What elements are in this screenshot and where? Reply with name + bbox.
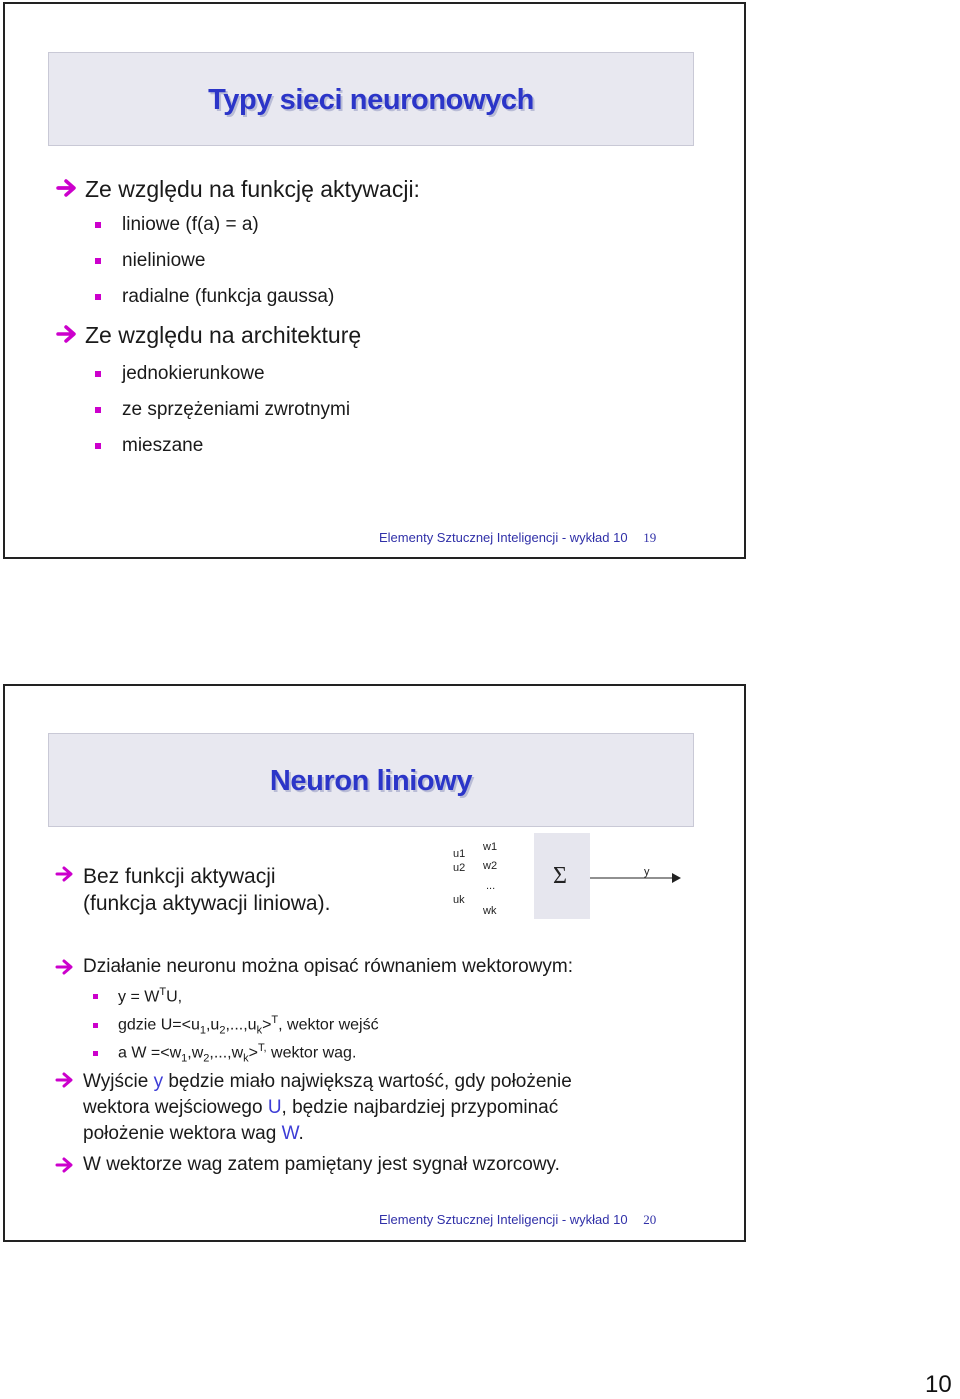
bullet-text: Ze względu na architekturę <box>85 322 362 348</box>
arrow-icon <box>55 1069 83 1091</box>
slide-number: 20 <box>643 1212 657 1227</box>
square-bullet-icon <box>95 222 101 228</box>
arrow-icon <box>55 863 83 885</box>
bullet-pattern <box>55 1154 560 1176</box>
input-label: u1 <box>453 848 466 860</box>
eq-text: > <box>248 1044 259 1062</box>
weight-label: ... <box>486 880 496 892</box>
arrow-icon <box>55 956 83 978</box>
output-label: y <box>644 866 650 878</box>
list-item-text: jednokierunkowe <box>122 363 265 384</box>
list-item <box>95 435 203 457</box>
square-bullet-icon <box>93 1023 98 1028</box>
intro-line-1: Bez funkcji aktywacji <box>83 865 276 888</box>
output-arrow-icon <box>590 868 682 888</box>
bullet-architecture <box>55 322 361 349</box>
square-bullet-icon <box>95 294 101 300</box>
arrow-icon <box>55 1154 83 1176</box>
list-item-text: nieliniowe <box>122 250 206 271</box>
slide-20 <box>3 684 746 1242</box>
page-number: 10 <box>925 1371 952 1398</box>
output-line-2: wektora wejściowego U, będzie najbardziej przypominać <box>83 1097 559 1118</box>
arrow-icon <box>55 176 85 200</box>
eq-text: gdzie U=<u <box>118 1016 200 1034</box>
eq-sub: k <box>256 1024 263 1037</box>
square-bullet-icon <box>93 1051 98 1056</box>
slide-19 <box>3 2 746 559</box>
input-label: uk <box>453 894 465 906</box>
list-item-text: radialne (funkcja gaussa) <box>122 286 335 307</box>
equation-w <box>93 1042 356 1065</box>
bullet-operation <box>55 956 573 978</box>
list-item <box>95 399 350 421</box>
bullet-text: Działanie neuronu można opisać równaniem wektorowym: <box>83 956 574 977</box>
slide-footer <box>379 1212 656 1228</box>
input-label: u2 <box>453 862 466 874</box>
bullet-output <box>55 1069 572 1147</box>
square-bullet-icon <box>95 258 101 264</box>
list-item <box>95 250 205 272</box>
slide-number: 19 <box>643 530 657 545</box>
eq-sup: T, <box>258 1042 267 1054</box>
arrow-icon <box>55 322 85 346</box>
footer-text: Elementy Sztucznej Inteligencji - wykład 10 <box>379 1212 628 1227</box>
bullet-activation <box>55 176 420 203</box>
eq-text: a W =<w <box>118 1044 182 1062</box>
weight-label: wk <box>483 905 497 917</box>
intro-line-2: (funkcja aktywacji liniowa). <box>83 892 331 915</box>
slide-title: Neuron liniowy <box>269 765 473 797</box>
eq-sub: 2 <box>219 1024 226 1037</box>
list-item <box>95 363 265 385</box>
slide-footer <box>379 530 656 546</box>
eq-text: y = W <box>118 988 160 1006</box>
eq-text: , wektor wejść <box>278 1016 379 1034</box>
weight-label: w2 <box>483 860 498 872</box>
sum-node <box>534 833 590 919</box>
eq-sub: 1 <box>181 1052 188 1065</box>
equation-y <box>93 986 182 1006</box>
eq-text: U, <box>166 988 183 1006</box>
eq-sub: 2 <box>203 1052 210 1065</box>
list-item <box>95 214 259 236</box>
list-item <box>95 286 334 308</box>
square-bullet-icon <box>93 994 98 999</box>
title-box <box>48 733 694 827</box>
weight-label: w1 <box>483 841 498 853</box>
bullet-text: Ze względu na funkcję aktywacji: <box>85 176 420 202</box>
output-line-1: Wyjście y będzie miało największą wartość, gdy położenie <box>83 1071 572 1092</box>
output-line-3: położenie wektora wag W. <box>83 1123 304 1144</box>
eq-sup: T <box>159 986 167 998</box>
square-bullet-icon <box>95 407 101 413</box>
eq-sub: k <box>243 1052 249 1065</box>
title-box <box>48 52 694 146</box>
eq-text: > <box>262 1016 272 1034</box>
eq-text: wektor wag. <box>266 1044 357 1062</box>
eq-text: ,w <box>187 1044 204 1062</box>
eq-sup: T <box>271 1014 279 1026</box>
square-bullet-icon <box>95 371 101 377</box>
bullet-intro <box>55 863 330 917</box>
list-item-text: ze sprzężeniami zwrotnymi <box>122 399 351 420</box>
bullet-text: W wektorze wag zatem pamiętany jest sygnał wzorcowy. <box>83 1154 560 1175</box>
eq-text: ,u <box>205 1016 220 1034</box>
eq-sub: 1 <box>199 1024 206 1037</box>
eq-text: ,...,w <box>209 1044 244 1062</box>
sum-symbol: Σ <box>553 863 567 889</box>
footer-text: Elementy Sztucznej Inteligencji - wykład 10 <box>379 530 628 545</box>
list-item-text: liniowe (f(a) = a) <box>122 214 259 235</box>
equation-u <box>93 1014 379 1037</box>
square-bullet-icon <box>95 443 101 449</box>
list-item-text: mieszane <box>122 435 204 456</box>
slide-title: Typy sieci neuronowych <box>208 84 534 116</box>
eq-text: ,...,u <box>225 1016 257 1034</box>
